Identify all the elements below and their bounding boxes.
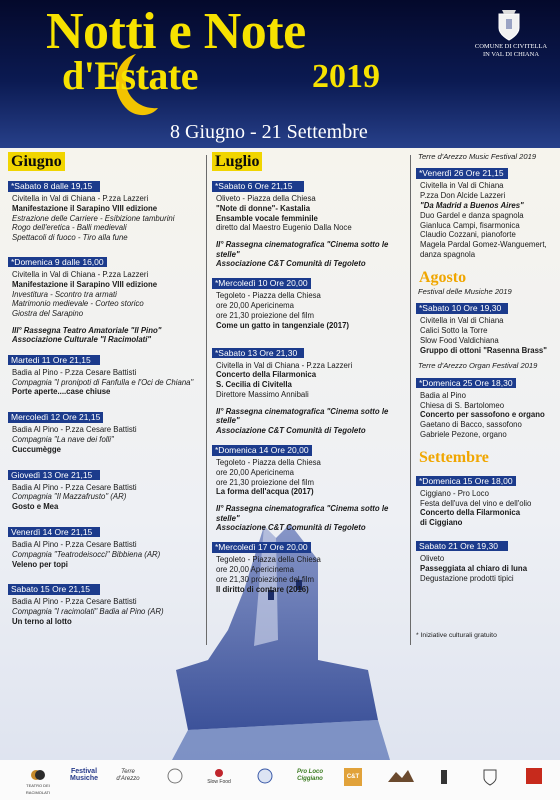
event-giugno-2 xyxy=(8,252,204,319)
event-title: Il diritto di contare (2016) xyxy=(216,584,309,594)
column-giugno xyxy=(8,152,204,627)
event-giugno-7 xyxy=(8,579,204,626)
event-location: Badia Al Pino - P.zza Cesare Battisti xyxy=(12,597,137,607)
event-detail: ore 21,30 proiezione del film xyxy=(216,311,314,320)
event-location: Civitella in Val di Chiana - P.zza Lazzeri xyxy=(12,269,149,279)
event-location: Ciggiano - Pro Loco xyxy=(420,488,489,498)
event-settembre-1 xyxy=(416,471,556,528)
event-luglio-1 xyxy=(212,176,408,233)
seal-icon xyxy=(257,768,273,784)
event-title: Gruppo di ottoni "Rasenna Brass" xyxy=(420,345,547,355)
column-divider-1 xyxy=(206,155,207,645)
event-detail: Compagnia "I racimolati" Badia al Pino (AR) xyxy=(12,607,164,617)
event-title: "Da Madrid a Buenos Aires" xyxy=(420,201,524,210)
sponsor-label: Terre d'Arezzo xyxy=(116,769,140,782)
event-detail: Slow Food Valdichiana xyxy=(420,335,499,345)
event-detail: ore 21,30 proiezione del film xyxy=(216,477,314,487)
sponsor-logo xyxy=(480,768,500,788)
red-logo-icon xyxy=(526,768,542,784)
rassegna-cinema-1 xyxy=(212,240,408,268)
poster-header xyxy=(0,0,560,148)
sponsor-logos-bar xyxy=(0,760,560,800)
landscape-logo-icon xyxy=(388,768,414,782)
month-heading-giugno: Giugno xyxy=(8,152,65,171)
column-right xyxy=(416,152,556,583)
sponsor-logo xyxy=(18,768,58,796)
rassegna-line: Associazione C&T Comunità di Tegoleto xyxy=(216,425,366,435)
event-detail: Investitura - Scontro tra armati xyxy=(12,289,117,299)
event-location: Oliveto - Piazza della Chiesa xyxy=(216,194,316,203)
rassegna-teatro xyxy=(8,326,204,345)
event-date: *Domenica 9 dalle 16,00 xyxy=(8,257,107,268)
event-title: Porte aperte....case chiuse xyxy=(12,387,111,397)
rassegna-line: II° Rassegna cinematografica "Cinema sotto le stelle" xyxy=(216,504,389,523)
poster-title-line1: Notti e Note xyxy=(46,3,306,60)
event-title: "Note di donne"- Kastalia xyxy=(216,203,311,213)
event-detail: Compagnia "Teatrodeisocci" Bibbiena (AR) xyxy=(12,549,161,559)
poster-year: 2019 xyxy=(312,58,380,95)
rassegna-cinema-2 xyxy=(212,407,408,435)
event-date: *Mercoledì 10 Ore 20,00 xyxy=(212,278,311,289)
event-luglio-2 xyxy=(212,273,408,330)
event-detail: Estrazione delle Carriere - Esibizione tamburini xyxy=(12,213,175,223)
event-detail: Gabriele Pezone, organo xyxy=(420,429,507,439)
month-heading-agosto: Agosto xyxy=(419,268,467,286)
column-divider-2 xyxy=(410,155,411,645)
event-detail: Compagnia "I pronipoti di Fanfulla e l'Oci de Chiana" xyxy=(12,377,194,387)
event-title: Un terno al lotto xyxy=(12,616,72,626)
event-title: Come un gatto in tangenziale (2017) xyxy=(216,320,350,330)
event-luglio-5 xyxy=(212,537,408,594)
event-location: Tegoleto - Piazza della Chiesa xyxy=(216,291,321,301)
event-detail: danza spagnola xyxy=(420,249,476,259)
event-detail: ore 20,00 Apericinema xyxy=(216,565,295,575)
event-location: Tegoleto - Piazza della Chiesa xyxy=(216,555,321,565)
event-date: *Sabato 10 Ore 19,30 xyxy=(416,303,508,314)
sponsor-logo xyxy=(344,768,364,786)
sponsor-label: C&T xyxy=(346,774,360,780)
event-giugno-5 xyxy=(8,465,204,512)
event-detail: Direttore Massimo Annibali xyxy=(216,389,309,399)
sponsor-logo xyxy=(204,768,234,785)
sponsor-logo xyxy=(166,768,184,786)
sponsor-label: Slow Food xyxy=(207,779,231,785)
event-giugno-6 xyxy=(8,522,204,569)
event-detail: Magela Pardal Gomez-Wanguemert, xyxy=(420,240,547,250)
comune-label xyxy=(466,43,556,59)
event-location: Civitella in Val di Chiana xyxy=(420,181,504,191)
event-detail: Gianluca Campi, fisarmonica xyxy=(420,220,520,230)
footnote: * Iniziative culturali gratuito xyxy=(416,632,497,639)
crest-logo-icon xyxy=(482,768,498,786)
festival-dates: 8 Giugno - 21 Settembre xyxy=(170,121,368,143)
event-date: Sabato 15 Ore 21,15 xyxy=(8,584,100,595)
event-title: Concerto della Filarmonica xyxy=(420,508,521,518)
event-location: Chiesa di S. Bartolomeo xyxy=(420,400,505,410)
circle-emblem-icon xyxy=(167,768,183,784)
sponsor-label: Festival Musiche xyxy=(69,768,98,782)
rassegna-line: Associazione C&T Comunità di Tegoleto xyxy=(216,259,366,268)
event-location: Badia al Pino xyxy=(420,390,466,400)
rassegna-line: II° Rassegna cinematografica "Cinema sotto le stelle" xyxy=(216,406,389,426)
sponsor-logo xyxy=(110,768,146,782)
event-date: Venerdì 14 Ore 21,15 xyxy=(8,527,100,538)
event-detail: Gaetano di Bacco, sassofono xyxy=(420,420,522,430)
event-location: P.zza Don Alcide Lazzeri xyxy=(420,191,506,201)
sponsor-logo xyxy=(66,768,102,782)
coat-of-arms-icon xyxy=(496,8,522,42)
event-date: *Sabato 13 Ore 21,30 xyxy=(212,348,304,359)
rassegna-cinema-3 xyxy=(212,504,408,532)
comune-line1: COMUNE DI CIVITELLA xyxy=(474,43,548,50)
event-date: *Mercoledì 17 Ore 20,00 xyxy=(212,542,311,553)
event-detail: Degustazione prodotti tipici xyxy=(420,573,514,583)
event-detail: ore 20,00 Apericinema xyxy=(216,467,295,477)
event-giugno-3 xyxy=(8,350,204,397)
event-luglio-6 xyxy=(416,163,556,259)
event-title: Veleno per topi xyxy=(12,559,68,569)
event-date: Mercoledì 12 Ore 21,15 xyxy=(8,412,103,423)
rassegna-line: Associazione Culturale "I Racimolati" xyxy=(12,335,152,345)
poster-title-line2: d'Estate xyxy=(62,53,198,98)
event-detail: Giostra del Sarapino xyxy=(12,309,84,319)
event-title: Cuccumègge xyxy=(12,444,61,454)
event-location: Badia al Pino - P.zza Cesare Battisti xyxy=(12,367,137,377)
event-title: S. Cecilia di Civitella xyxy=(216,380,292,390)
theatre-masks-icon xyxy=(30,768,46,782)
event-title: di Ciggiano xyxy=(420,518,463,528)
event-detail: Claudio Cozzani, pianoforte xyxy=(420,230,516,240)
tower-logo-icon xyxy=(435,768,453,786)
event-detail: Spettacoli di fuoco - Tiro alla fune xyxy=(12,233,128,243)
event-date: *Domenica 14 Ore 20,00 xyxy=(212,445,312,456)
event-location: Civitella in Val di Chiana - P.zza Lazzeri xyxy=(216,360,353,370)
event-date: Giovedì 13 Ore 21,15 xyxy=(8,470,100,481)
event-giugno-1 xyxy=(8,176,204,243)
sponsor-logo xyxy=(256,768,274,786)
event-title: Manifestazione il Sarapino VIII edizione xyxy=(12,279,158,289)
event-date: *Venerdì 26 Ore 21,15 xyxy=(416,168,508,179)
event-location: Oliveto xyxy=(420,553,445,563)
event-date: Martedi 11 Ore 21,15 xyxy=(8,355,100,366)
event-title: Gosto e Mea xyxy=(12,502,59,512)
event-detail: Compagnia "Il Mazzafrusto" (AR) xyxy=(12,492,127,502)
ct-logo-icon xyxy=(344,768,362,786)
snail-icon xyxy=(212,768,226,778)
event-detail: Compagnia "La nave dei folli" xyxy=(12,434,114,444)
event-detail: ore 20,00 Apericinema xyxy=(216,301,295,311)
event-location: Civitella in Val di Chiana - P.zza Lazzeri xyxy=(12,194,149,203)
event-location: Badia Al Pino - P.zza Cesare Battisti xyxy=(12,425,137,435)
event-agosto-2 xyxy=(416,373,556,440)
event-detail: Matrimonio medievale - Corteo storico xyxy=(12,299,144,309)
event-settembre-2 xyxy=(416,536,556,583)
sponsor-logo xyxy=(386,768,416,784)
festival-label: Festival delle Musiche 2019 xyxy=(418,286,512,296)
event-detail: Festa dell'uva del vino e dell'olio xyxy=(420,498,532,508)
event-agosto-1 xyxy=(416,298,556,355)
festival-label: Terre d'Arezzo Organ Festival 2019 xyxy=(418,361,538,371)
event-date: *Sabato 8 dalle 19,15 xyxy=(8,181,100,192)
month-heading-luglio: Luglio xyxy=(212,152,262,171)
rassegna-line: III° Rassegna Teatro Amatoriale "Il Pino" xyxy=(12,325,162,335)
event-title: La forma dell'acqua (2017) xyxy=(216,487,314,497)
event-title: Concerto per sassofono e organo xyxy=(420,410,545,420)
sponsor-label: Pro Loco Ciggiano xyxy=(296,769,323,782)
event-title: Concerto della Filarmonica xyxy=(216,370,317,380)
sponsor-logo xyxy=(526,768,546,784)
event-luglio-4 xyxy=(212,440,408,497)
rassegna-line: Associazione C&T Comunità di Tegoleto xyxy=(216,523,366,532)
comune-line2: IN VAL DI CHIANA xyxy=(482,51,540,58)
column-luglio xyxy=(212,152,408,595)
month-heading-settembre: Settembre xyxy=(419,448,489,466)
event-title: Ensamble vocale femminile xyxy=(216,213,318,223)
sponsor-label: TEATRO DEI RACIMOLATI xyxy=(25,783,51,795)
event-giugno-4 xyxy=(8,407,204,454)
event-detail: Calici Sotto la Torre xyxy=(420,325,488,335)
event-date: *Domenica 25 Ore 18,30 xyxy=(416,378,516,389)
event-date: *Domenica 15 Ore 18,00 xyxy=(416,476,516,487)
event-title: Manifestazione il Sarapino VIII edizione xyxy=(12,203,158,213)
event-location: Civitella in Val di Chiana xyxy=(420,316,504,326)
sponsor-logo xyxy=(290,768,330,782)
sponsor-logo xyxy=(434,768,454,788)
event-detail: ore 21,30 proiezione del film xyxy=(216,575,314,584)
event-detail: Duo Gardel e danza spagnola xyxy=(420,210,524,220)
event-title: Passeggiata al chiaro di luna xyxy=(420,563,528,573)
event-detail: diretto dal Maestro Eugenio Dalla Noce xyxy=(216,223,352,233)
event-location: Badia Al Pino - P.zza Cesare Battisti xyxy=(12,482,137,492)
event-detail: Rogo dell'eretica - Balli medievali xyxy=(12,223,127,233)
festival-label: Terre d'Arezzo Music Festival 2019 xyxy=(418,152,537,161)
event-date: *Sabato 6 Ore 21,15 xyxy=(212,181,304,192)
event-location: Tegoleto - Piazza della Chiesa xyxy=(216,458,321,467)
event-location: Badia Al Pino - P.zza Cesare Battisti xyxy=(12,539,137,549)
event-luglio-3 xyxy=(212,343,408,400)
event-date: Sabato 21 Ore 19,30 xyxy=(416,541,508,552)
rassegna-line: II° Rassegna cinematografica "Cinema sotto le stelle" xyxy=(216,240,389,259)
